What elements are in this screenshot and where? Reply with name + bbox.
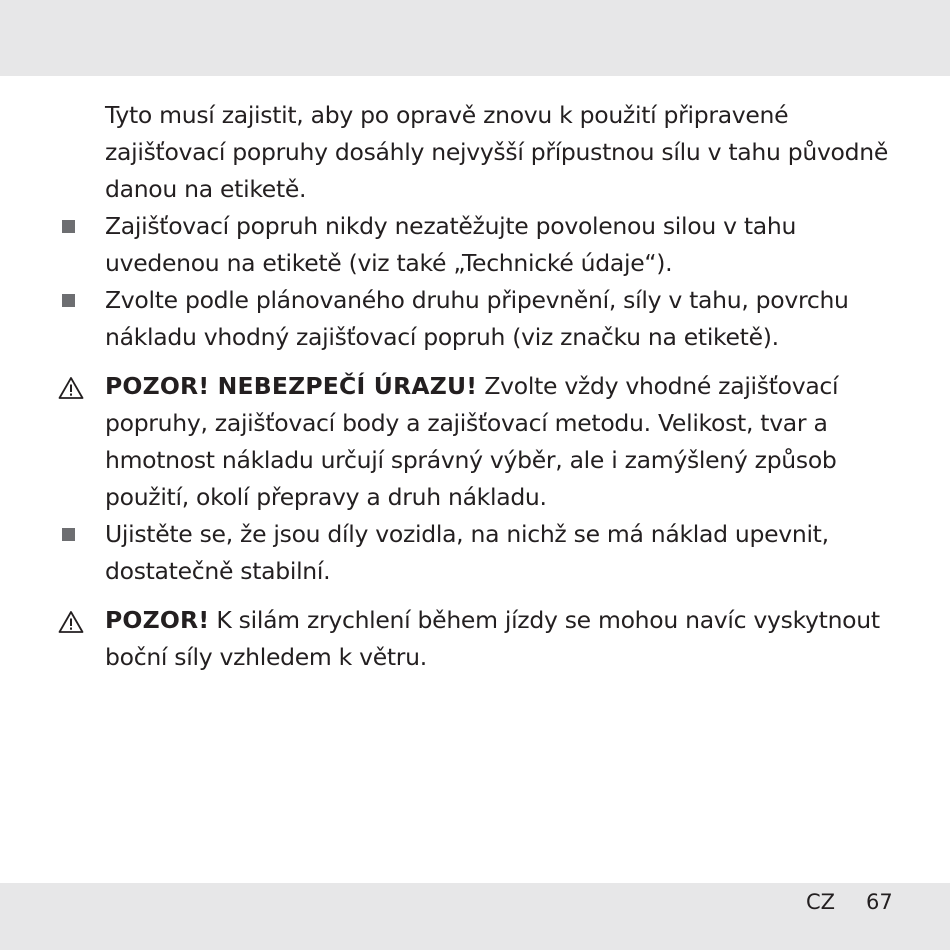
footer-language-code: CZ [806,890,836,914]
list-item-text: Zvolte podle plánovaného druhu připevnění, síly v tahu, povrchu nákladu vhodný zajišťovací popruh (viz značku na etiketě). [105,286,849,351]
paragraph-intro [0,97,950,208]
warning-text: K silám zrychlení během jízdy se mohou navíc vyskytnout boční síly vzhledem k větru. [105,606,880,671]
warning-triangle-icon [58,376,84,400]
warning-wind [0,602,950,676]
square-bullet-icon [62,294,75,307]
list-item [0,282,950,356]
list-item-text: Zajišťovací popruh nikdy nezatěžujte povolenou silou v tahu uvedenou na etiketě (viz také „Technické údaje“). [105,212,797,277]
header-band [0,0,950,76]
page-number: 67 [866,890,893,914]
square-bullet-icon [62,528,75,541]
warning-injury [0,368,950,516]
warning-label: POZOR! [105,606,210,634]
list-item [0,516,950,590]
page-content [0,97,950,676]
warning-triangle-icon [58,610,84,634]
warning-text: Zvolte vždy vhodné zajišťovací popruhy, zajišťovací body a zajišťovací metodu. Velikost, tvar a hmotnost nákladu určují správný výběr, ale i zamýšlený způsob použití, okolí přepravy a druh nákladu. [105,372,839,511]
list-item-text: Ujistěte se, že jsou díly vozidla, na nichž se má náklad upevnit, dostatečně stabilní. [105,520,829,585]
paragraph-text: Tyto musí zajistit, aby po opravě znovu k použití připravené zajišťovací popruhy dosáhly nejvyšší přípustnou sílu v tahu původně danou na etiketě. [105,101,889,203]
list-item [0,208,950,282]
square-bullet-icon [62,220,75,233]
warning-label: POZOR! NEBEZPEČÍ ÚRAZU! [105,372,478,400]
